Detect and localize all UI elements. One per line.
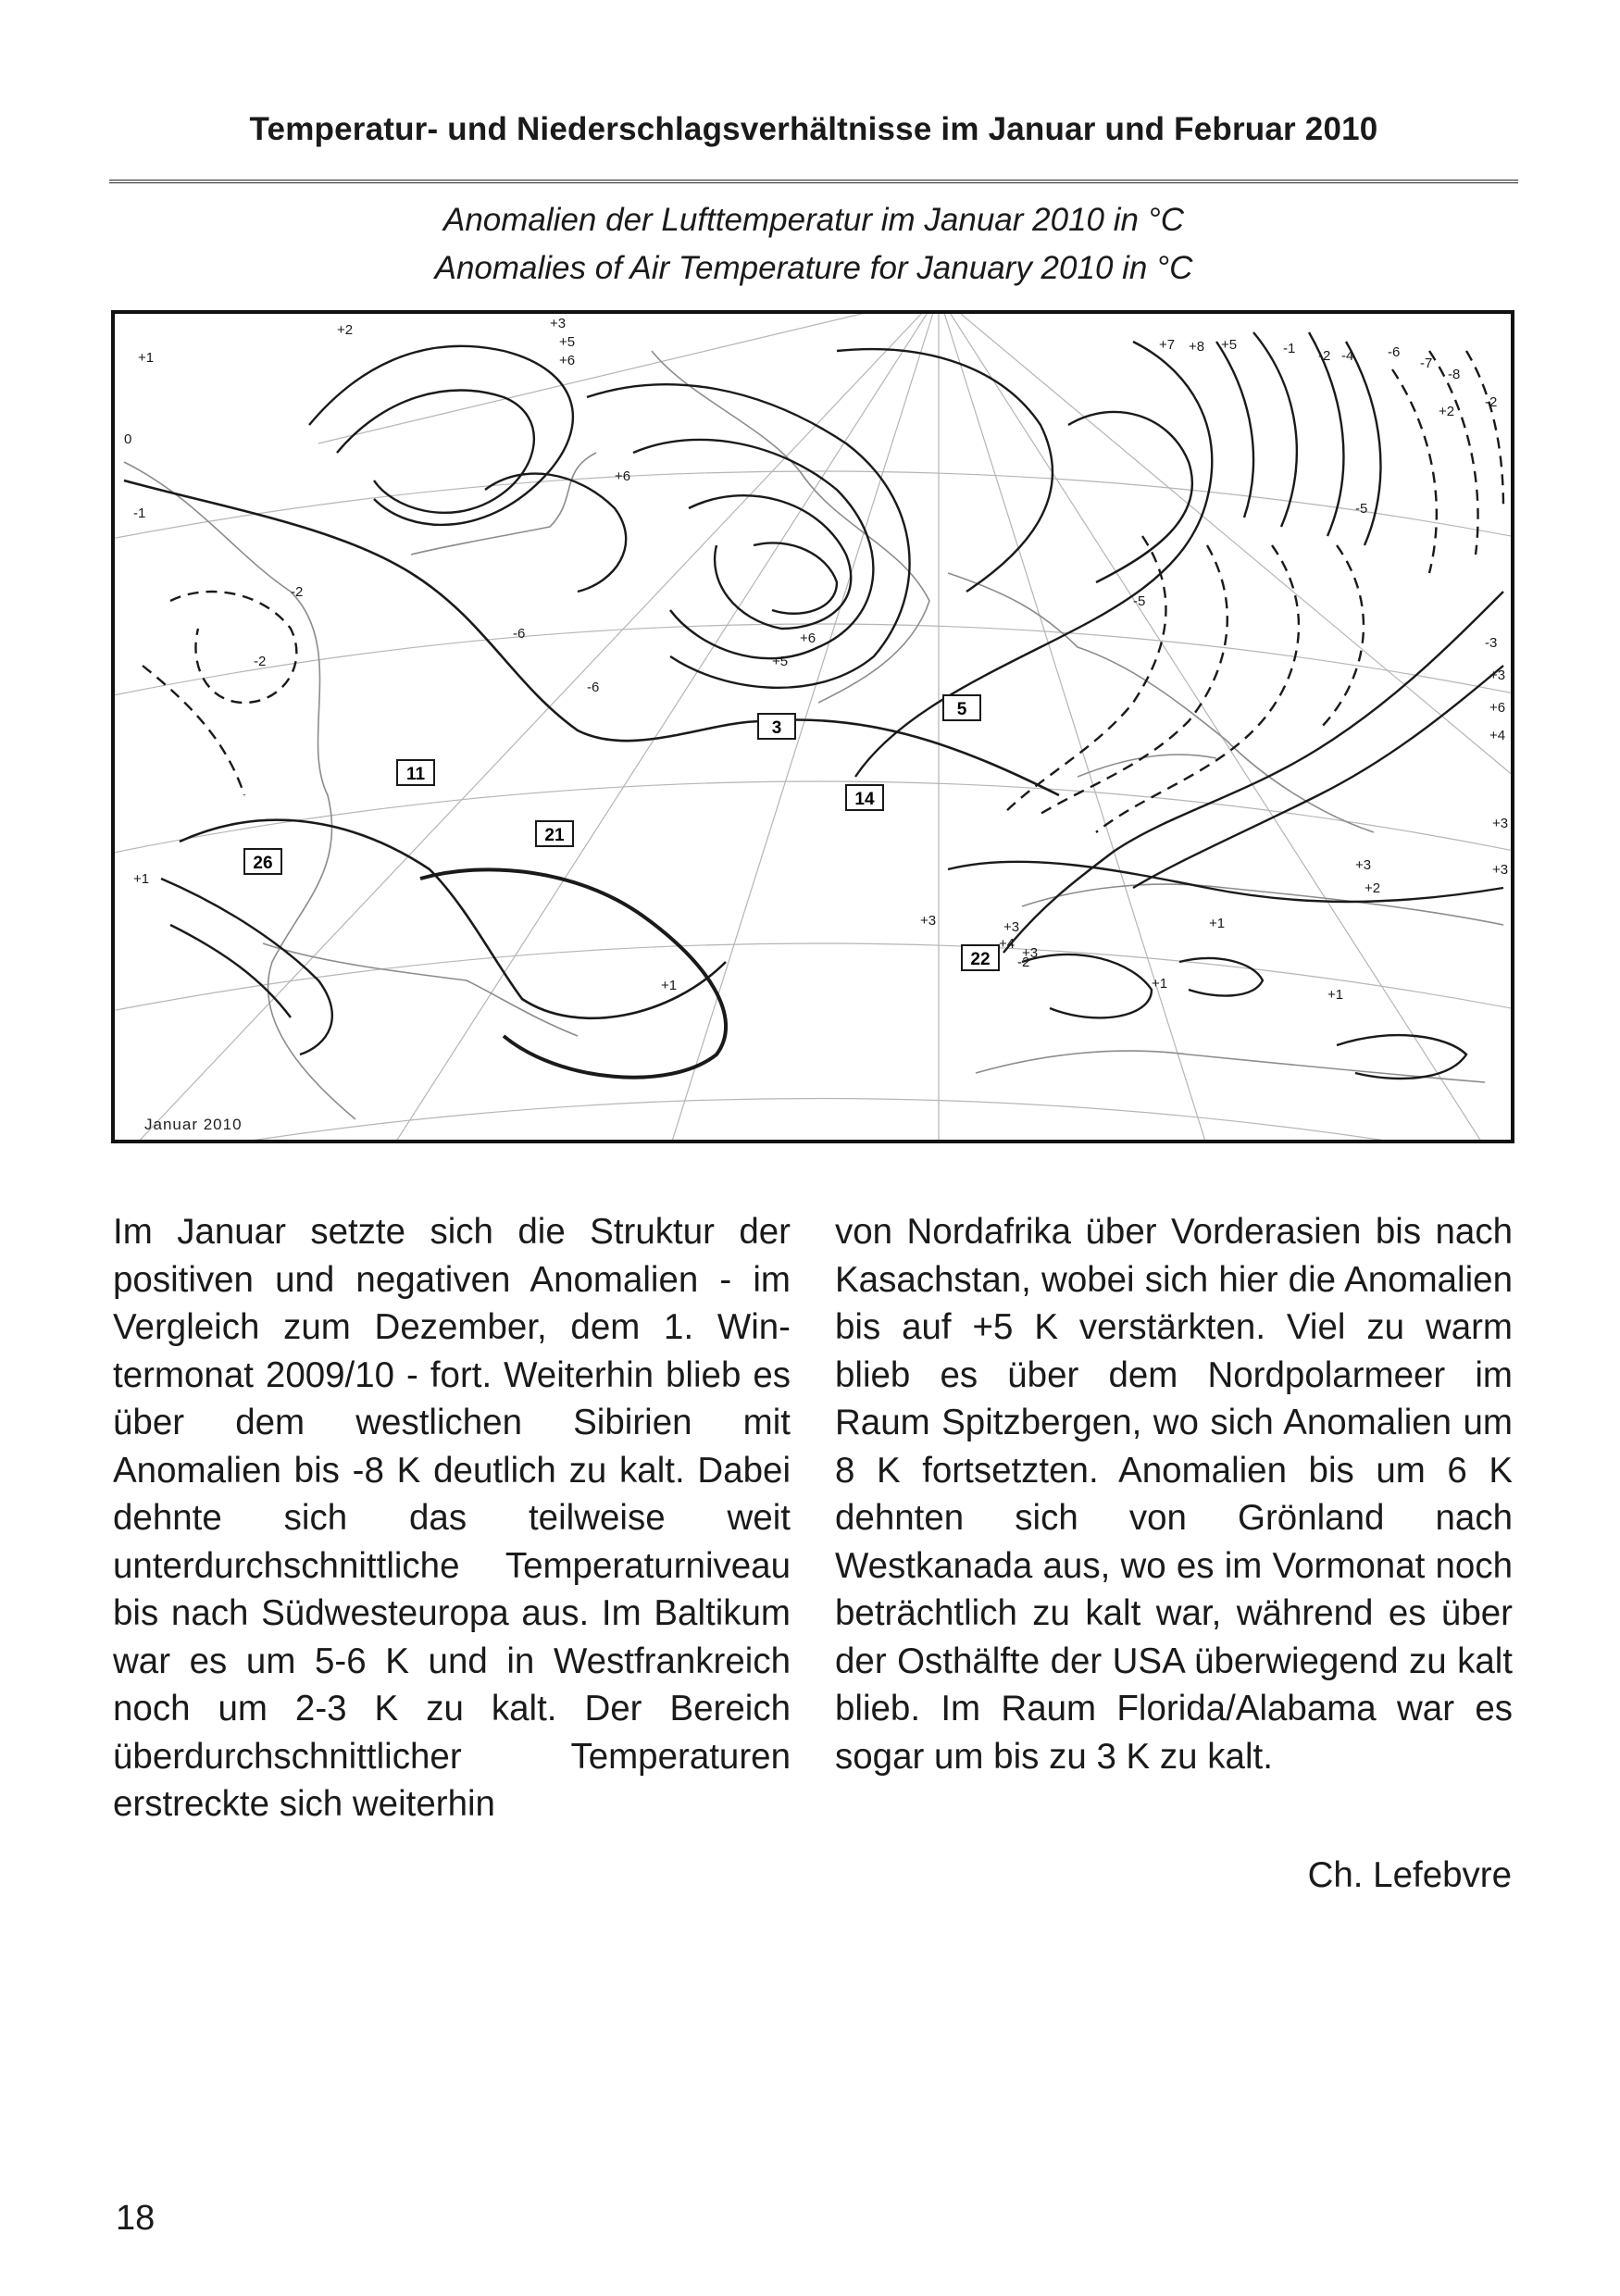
isotherm-label: +4 xyxy=(1489,728,1506,743)
paragraph-right: von Nordafrika über Vorderasien bis nach Kasachstan, wobei sich hier die Anomalien bis auf +5 K verstärkten. Viel zu warm blieb es über dem Nordpolarmeer im Raum Spitzbergen, wo sich Anomalien um 8 K fortsetzten. Anomalien bis um 6 K dehnten sich von Grönland nach Westkanada aus, wo es im Vormonat noch beträchtlich zu kalt war, während es über der Osthälfte der USA überwiegend zu kalt blieb. Im Raum Florida/Alabama war es sogar um bis zu 3 K zu kalt. xyxy=(835,1212,1513,1777)
page-number: 18 xyxy=(116,2199,156,2238)
svg-text:11: 11 xyxy=(405,765,426,784)
isotherm-label: +3 xyxy=(1492,862,1509,878)
map-date-label: Januar 2010 xyxy=(144,1116,243,1133)
isotherm-label: +3 xyxy=(1355,857,1372,873)
isotherm-label: +1 xyxy=(138,350,155,366)
isotherm-label: +6 xyxy=(800,630,816,646)
svg-text:3: 3 xyxy=(771,718,782,738)
isotherm-label: +3 xyxy=(1489,668,1506,683)
isotherm-label: +3 xyxy=(1003,919,1020,935)
isotherm-label: +1 xyxy=(1327,987,1344,1003)
isotherm-label: -2 xyxy=(291,584,304,600)
isotherm-label: +6 xyxy=(1489,700,1506,716)
isotherm-label: -5 xyxy=(1355,501,1368,517)
temperature-anomaly-map xyxy=(111,310,1514,1143)
anomaly-isotherms xyxy=(124,332,1506,1079)
isotherm-label: -6 xyxy=(1388,344,1401,360)
paragraph-left: Im Januar setzte sich die Struktur der positiven und negativen Anomalien - im Vergleich zum Dezember, dem 1. Wintermonat 2009/10 - fort. Weiterhin blieb es über dem westlichen Sibirien mit Anomalien bis -8 K deutlich zu kalt. Dabei dehnte sich das teilweise weit unterdurchschnittliche Temperaturniveau bis nach Südwesteuropa aus. Im Baltikum war es um 5-6 K und in Westfrankreich noch um 2-3 K zu kalt. Der Bereich überdurchschnittlicher Temperaturen erstreckte sich weiterhin xyxy=(113,1212,791,1824)
region-box-label xyxy=(943,695,980,720)
svg-text:14: 14 xyxy=(854,790,875,809)
isotherm-label: +5 xyxy=(772,654,789,669)
isotherm-label: -6 xyxy=(587,680,600,695)
isotherm-label: +2 xyxy=(1365,880,1381,896)
region-box-label xyxy=(758,714,795,739)
isotherm-label: -2 xyxy=(1017,955,1030,970)
isotherm-label: +6 xyxy=(615,468,631,484)
isotherm-label: +7 xyxy=(1159,337,1176,353)
isotherm-label: -2 xyxy=(1318,348,1331,364)
isotherm-label: 0 xyxy=(124,431,132,447)
isotherm-label: -5 xyxy=(1133,593,1146,609)
isotherm-label: +5 xyxy=(559,334,576,350)
isotherm-label: +3 xyxy=(550,316,567,331)
isotherm-label: +2 xyxy=(1439,404,1455,419)
isotherm-label: -7 xyxy=(1420,356,1433,371)
isotherm-label: +4 xyxy=(999,936,1016,952)
region-box-label xyxy=(244,849,281,874)
isotherm-label: +6 xyxy=(559,353,576,368)
map-graticule xyxy=(115,314,1511,1140)
isotherm-label: +1 xyxy=(133,871,150,887)
isotherm-label: +1 xyxy=(1152,976,1168,992)
isotherm-label: -3 xyxy=(1485,635,1498,651)
isotherm-label: +3 xyxy=(920,913,937,929)
svg-text:5: 5 xyxy=(956,700,967,719)
isotherm-label: -6 xyxy=(513,626,526,642)
region-box-label xyxy=(536,821,573,846)
isotherm-label: -1 xyxy=(1283,341,1296,356)
svg-text:21: 21 xyxy=(544,826,565,845)
svg-text:22: 22 xyxy=(970,950,991,969)
running-title: Temperatur- und Niederschlagsverhältnisse im Januar und Februar 2010 xyxy=(249,111,1378,147)
region-box-label xyxy=(962,945,999,970)
isotherm-label: -2 xyxy=(254,654,267,669)
isotherm-label: +8 xyxy=(1189,339,1205,355)
isotherm-label: +3 xyxy=(1022,945,1039,961)
isotherm-label: -1 xyxy=(133,505,146,521)
running-header xyxy=(109,109,1518,183)
caption-german: Anomalien der Lufttemperatur im Januar 2010 in °C xyxy=(443,202,1184,238)
text-column-right xyxy=(835,1208,1513,1780)
text-column-left xyxy=(113,1208,791,1828)
isotherm-label: -2 xyxy=(1485,394,1498,410)
isotherm-label: -8 xyxy=(1448,367,1461,382)
svg-text:26: 26 xyxy=(253,854,273,873)
isotherm-label: +1 xyxy=(661,978,678,993)
map-drawing xyxy=(115,314,1511,1140)
isotherm-label: +1 xyxy=(1209,916,1226,931)
region-box-label xyxy=(846,785,883,810)
isotherm-label: +5 xyxy=(1221,337,1238,353)
region-box-label xyxy=(397,760,434,785)
figure-caption xyxy=(109,196,1518,293)
isotherm-label: +2 xyxy=(337,322,354,338)
author-signature: Ch. Lefebvre xyxy=(1307,1855,1512,1895)
isotherm-label: -4 xyxy=(1341,348,1354,364)
isotherm-label: +3 xyxy=(1492,816,1509,831)
caption-english: Anomalies of Air Temperature for January 2010 in °C xyxy=(434,250,1193,286)
